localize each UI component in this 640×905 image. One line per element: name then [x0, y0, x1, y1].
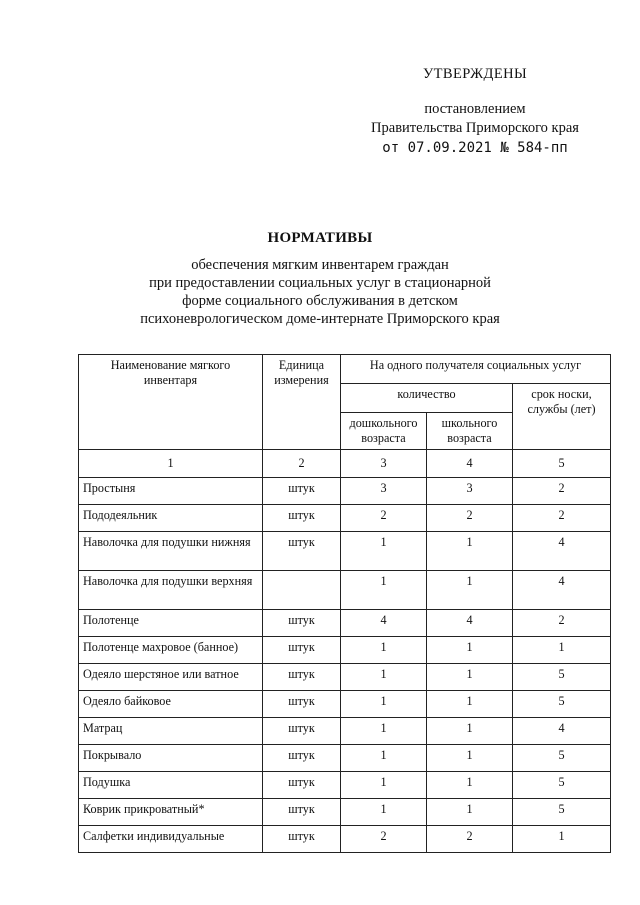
wear-period-cell: 1: [513, 826, 611, 853]
preschool-qty-cell: 1: [341, 772, 427, 799]
unit-cell: [263, 571, 341, 610]
wear-period-cell: 2: [513, 505, 611, 532]
preschool-qty-cell: 1: [341, 718, 427, 745]
column-number: 4: [427, 450, 513, 478]
table-row: [79, 664, 611, 691]
unit-cell: штук: [263, 478, 341, 505]
table-row: [79, 691, 611, 718]
school-qty-cell: 2: [427, 505, 513, 532]
table-row: [79, 505, 611, 532]
column-number: 2: [263, 450, 341, 478]
unit-cell: штук: [263, 772, 341, 799]
school-qty-cell: 2: [427, 826, 513, 853]
school-qty-cell: 1: [427, 571, 513, 610]
unit-cell: штук: [263, 826, 341, 853]
unit-cell: штук: [263, 637, 341, 664]
item-name-cell: Покрывало: [79, 745, 263, 772]
preschool-qty-cell: 1: [341, 799, 427, 826]
wear-period-cell: 4: [513, 718, 611, 745]
item-name-cell: Коврик прикроватный*: [79, 799, 263, 826]
table-row: [79, 637, 611, 664]
wear-period-cell: 2: [513, 478, 611, 505]
item-name-cell: Простыня: [79, 478, 263, 505]
table-row: [79, 772, 611, 799]
unit-cell: штук: [263, 610, 341, 637]
unit-cell: штук: [263, 718, 341, 745]
table-body: [79, 450, 611, 853]
preschool-qty-cell: 1: [341, 637, 427, 664]
subtitle-line: обеспечения мягким инвентарем граждан: [191, 257, 449, 273]
preschool-qty-cell: 1: [341, 664, 427, 691]
preschool-qty-cell: 1: [341, 571, 427, 610]
school-qty-cell: 1: [427, 772, 513, 799]
item-name-cell: Матрац: [79, 718, 263, 745]
table-row: [79, 610, 611, 637]
header-name: Наименование мягкого инвентаря: [79, 355, 263, 450]
header-unit: Единица измерения: [263, 355, 341, 450]
item-name-cell: Одеяло шерстяное или ватное: [79, 664, 263, 691]
unit-cell: штук: [263, 799, 341, 826]
document-subtitle: [0, 256, 640, 328]
unit-cell: штук: [263, 745, 341, 772]
header-preschool: дошкольного возраста: [341, 413, 427, 450]
preschool-qty-cell: 2: [341, 505, 427, 532]
preschool-qty-cell: 4: [341, 610, 427, 637]
preschool-qty-cell: 1: [341, 745, 427, 772]
table-row: [79, 745, 611, 772]
table-row: [79, 826, 611, 853]
school-qty-cell: 1: [427, 637, 513, 664]
item-name-cell: Наволочка для подушки верхняя: [79, 571, 263, 610]
table-row: [79, 799, 611, 826]
subtitle-line: при предоставлении социальных услуг в стационарной: [149, 275, 491, 291]
item-name-cell: Полотенце махровое (банное): [79, 637, 263, 664]
unit-cell: штук: [263, 664, 341, 691]
column-number: 1: [79, 450, 263, 478]
item-name-cell: Салфетки индивидуальные: [79, 826, 263, 853]
header-school: школьного возраста: [427, 413, 513, 450]
table-row: [79, 478, 611, 505]
table-row: [79, 718, 611, 745]
school-qty-cell: 3: [427, 478, 513, 505]
school-qty-cell: 1: [427, 745, 513, 772]
column-number: 5: [513, 450, 611, 478]
wear-period-cell: 1: [513, 637, 611, 664]
wear-period-cell: 5: [513, 772, 611, 799]
school-qty-cell: 4: [427, 610, 513, 637]
wear-period-cell: 5: [513, 691, 611, 718]
wear-period-cell: 5: [513, 799, 611, 826]
item-name-cell: Одеяло байковое: [79, 691, 263, 718]
school-qty-cell: 1: [427, 718, 513, 745]
school-qty-cell: 1: [427, 664, 513, 691]
wear-period-cell: 5: [513, 745, 611, 772]
header-wear-period: срок носки, службы (лет): [513, 384, 611, 450]
preschool-qty-cell: 2: [341, 826, 427, 853]
school-qty-cell: 1: [427, 691, 513, 718]
subtitle-line: форме социального обслуживания в детском: [182, 293, 458, 309]
item-name-cell: Пододеяльник: [79, 505, 263, 532]
wear-period-cell: 2: [513, 610, 611, 637]
wear-period-cell: 4: [513, 571, 611, 610]
unit-cell: штук: [263, 505, 341, 532]
item-name-cell: Полотенце: [79, 610, 263, 637]
document-title: НОРМАТИВЫ: [267, 230, 373, 246]
unit-cell: штук: [263, 532, 341, 571]
header-per-recipient: На одного получателя социальных услуг: [341, 355, 611, 384]
item-name-cell: Подушка: [79, 772, 263, 799]
wear-period-cell: 5: [513, 664, 611, 691]
school-qty-cell: 1: [427, 799, 513, 826]
approved-label: УТВЕРЖДЕНЫ: [422, 66, 528, 82]
column-number-row: [79, 450, 611, 478]
school-qty-cell: 1: [427, 532, 513, 571]
table-row: [79, 571, 611, 610]
header-quantity: количество: [341, 384, 513, 413]
item-name-cell: Наволочка для подушки нижняя: [79, 532, 263, 571]
preschool-qty-cell: 1: [341, 532, 427, 571]
approval-line-2: Правительства Приморского края: [371, 120, 579, 136]
table-row: [79, 532, 611, 571]
wear-period-cell: 4: [513, 532, 611, 571]
norms-table: [78, 354, 611, 853]
preschool-qty-cell: 3: [341, 478, 427, 505]
unit-cell: штук: [263, 691, 341, 718]
approval-date-number: от 07.09.2021 № 584-пп: [382, 140, 568, 156]
preschool-qty-cell: 1: [341, 691, 427, 718]
subtitle-line: психоневрологическом доме-интернате Приморского края: [140, 311, 500, 327]
approval-line-1: постановлением: [424, 101, 526, 117]
column-number: 3: [341, 450, 427, 478]
